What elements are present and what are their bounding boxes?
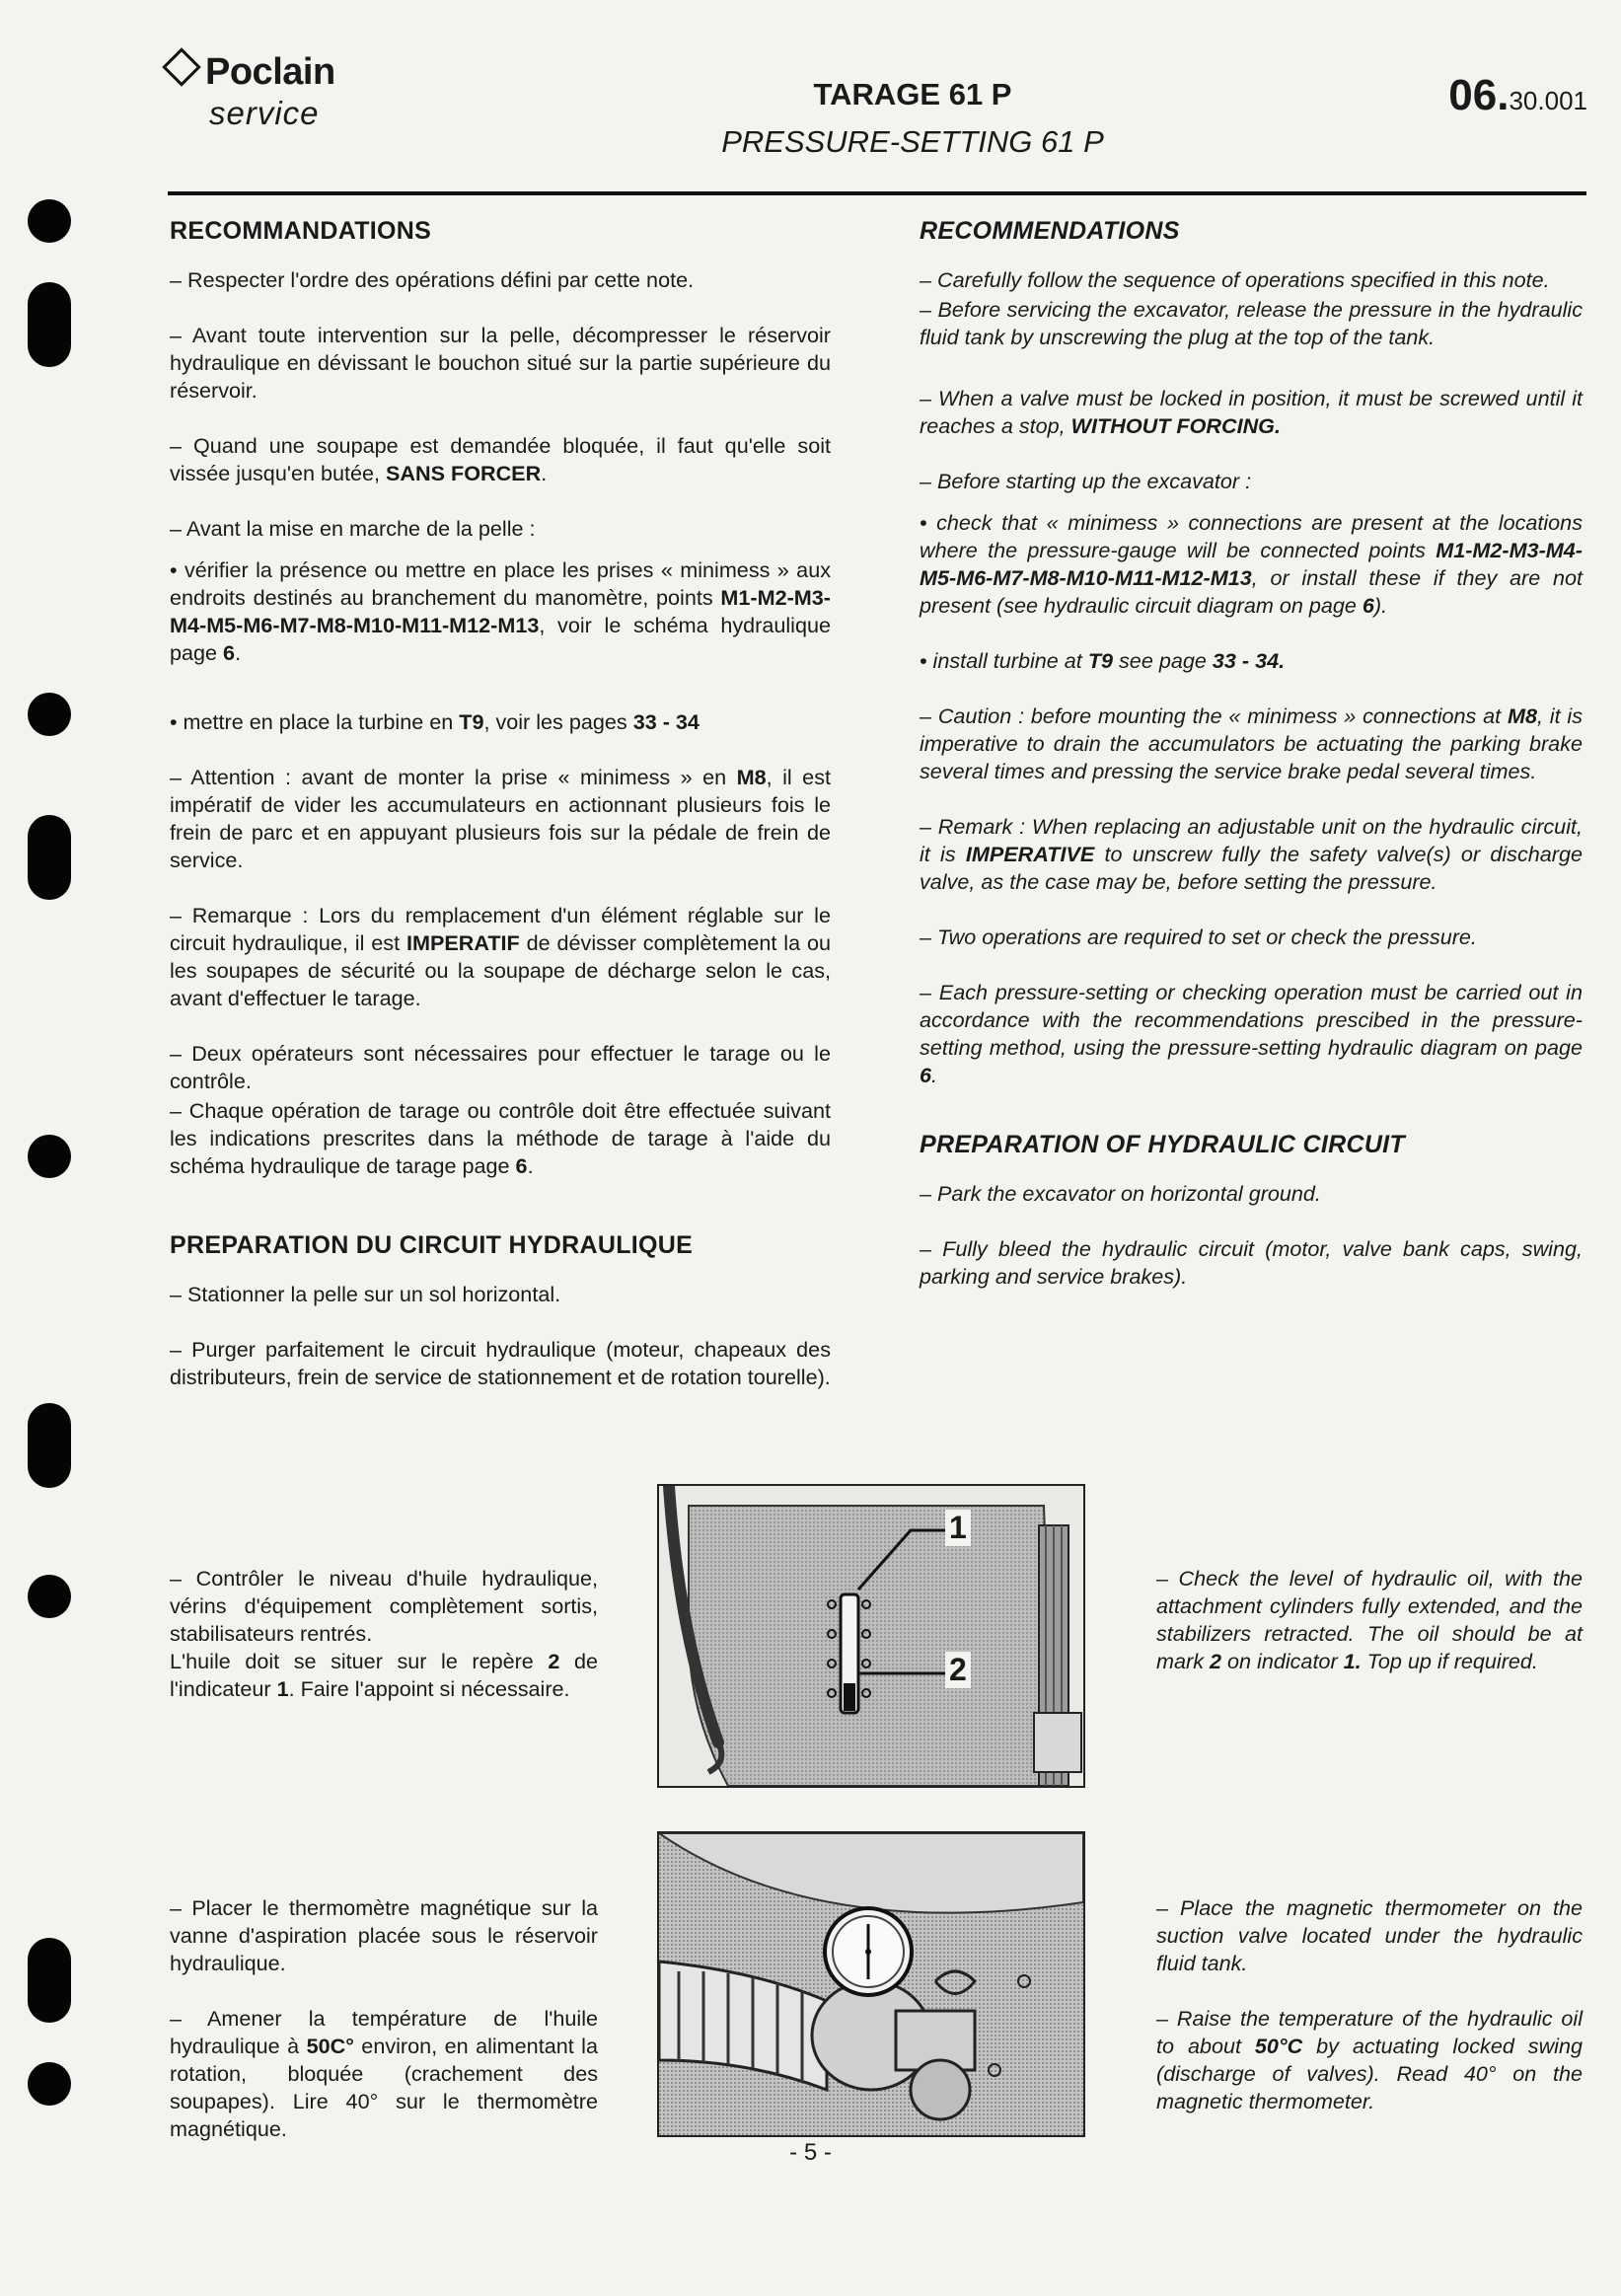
paragraph <box>920 979 1583 1089</box>
thermometer-figure <box>657 1831 1085 2137</box>
ref-main: 06. <box>1448 71 1510 119</box>
text: . <box>235 640 242 665</box>
emphasis: 1 <box>276 1676 289 1701</box>
text: • install turbine at <box>920 648 1088 673</box>
thermometer-text-en <box>1156 1894 1583 2143</box>
paragraph: – Deux opérateurs sont nécessaires pour effectuer le tarage ou le contrôle. <box>170 1041 831 1093</box>
emphasis: IMPERATIVE <box>965 842 1095 866</box>
text: – Raise the temperature of the hydraulic oil to about <box>1156 2006 1583 2058</box>
section-heading: PREPARATION OF HYDRAULIC CIRCUIT <box>920 1131 1405 1158</box>
binder-hole <box>28 199 71 243</box>
title-fr: TARAGE 61 P <box>813 77 1012 111</box>
text: , it is imperative to drain the accumulators be actuating the parking brake several times and pressing the service brake pedal several times. <box>920 704 1583 783</box>
text: . <box>541 461 548 485</box>
emphasis: M8 <box>736 765 767 789</box>
emphasis: 2 <box>548 1649 560 1673</box>
text: de l'indicateur <box>170 1649 598 1701</box>
text: , voir le schéma hydraulique page <box>170 613 831 665</box>
text: , il est impératif de vider les accumulateurs en actionnant plusieurs fois le frein de parc et en appuyant plusieurs fois sur la pédale de frein de service. <box>170 765 831 872</box>
section-heading: RECOMMANDATIONS <box>170 217 432 245</box>
text: ). <box>1373 593 1388 618</box>
binder-hole <box>28 282 71 367</box>
emphasis: 6 <box>515 1153 528 1178</box>
brand-sub: service <box>209 95 320 131</box>
binder-hole <box>28 1938 71 2023</box>
oil-level-figure <box>657 1484 1085 1788</box>
paragraph <box>920 509 1583 620</box>
text: de dévisser complètement la ou les soupapes de sécurité ou la soupape de décharge selon le cas, avant d'effectuer le tarage. <box>170 930 832 1010</box>
text: . Faire l'appoint si nécessaire. <box>288 1676 570 1701</box>
text: – Attention : avant de monter la prise « minimess » en <box>170 765 737 789</box>
text: by actuating locked swing (discharge of valves). Read 40° on the magnetic thermometer. <box>1156 2034 1583 2113</box>
paragraph: – Carefully follow the sequence of operations specified in this note. <box>920 267 1550 292</box>
emphasis: IMPERATIF <box>405 930 520 955</box>
text: . <box>931 1063 938 1087</box>
title-en: PRESSURE-SETTING 61 P <box>721 124 1104 159</box>
section-heading: RECOMMENDATIONS <box>920 217 1180 245</box>
emphasis: M1-M2-M3-M4-M5-M6-M7-M8-M10-M11-M12-M13 <box>920 538 1583 590</box>
text: – Check the level of hydraulic oil, with the attachment cylinders fully extended, and the stabilizers retracted. The oil should be at mark <box>1156 1566 1583 1673</box>
callout-1: 1 <box>945 1510 971 1546</box>
text: – Remark : When replacing an adjustable unit on the hydraulic circuit, it is <box>920 814 1583 866</box>
right-column <box>920 217 1583 1318</box>
paragraph: – Fully bleed the hydraulic circuit (motor, valve bank caps, swing, parking and service brakes). <box>920 1236 1583 1289</box>
section-heading: PREPARATION DU CIRCUIT HYDRAULIQUE <box>170 1231 694 1259</box>
emphasis: T9 <box>1087 648 1114 673</box>
oil-level-text-en <box>1156 1565 1583 1703</box>
emphasis: 33 - 34. <box>1212 648 1286 673</box>
emphasis: 6 <box>1362 593 1374 618</box>
binder-hole <box>28 1575 71 1618</box>
emphasis: 2 <box>1209 1649 1221 1673</box>
text: . <box>527 1153 534 1178</box>
oil-tank-illustration <box>659 1486 1083 1786</box>
paragraph: – Stationner la pelle sur un sol horizontal. <box>170 1282 561 1306</box>
paragraph <box>170 1097 831 1180</box>
paragraph <box>920 647 1583 675</box>
text: Top up if required. <box>1361 1649 1538 1673</box>
paragraph: – Before servicing the excavator, release the pressure in the hydraulic fluid tank by unscrewing the plug at the top of the tank. <box>920 297 1583 349</box>
binder-hole <box>28 2062 71 2106</box>
text: , or install these if they are not present (see hydraulic circuit diagram on page <box>920 565 1583 618</box>
text: – Amener la température de l'huile hydraulique à <box>170 2006 598 2058</box>
paragraph <box>170 432 831 487</box>
paragraph <box>170 708 831 736</box>
emphasis: T9 <box>459 709 484 734</box>
brand-logo <box>168 51 335 94</box>
oil-level-text-fr <box>170 1565 598 1731</box>
binder-hole <box>28 693 71 736</box>
emphasis: 50°C <box>1254 2034 1303 2058</box>
paragraph <box>170 1648 598 1703</box>
diamond-icon <box>162 47 201 87</box>
paragraph: – Park the excavator on horizontal ground. <box>920 1181 1321 1206</box>
left-column <box>170 217 831 1419</box>
binder-hole <box>28 1135 71 1178</box>
paragraph <box>170 902 831 1012</box>
callout-2: 2 <box>945 1652 971 1688</box>
header-rule <box>168 191 1586 195</box>
emphasis: 1. <box>1343 1649 1362 1673</box>
text: – Caution : before mounting the « minimess » connections at <box>920 704 1508 728</box>
paragraph: – Avant toute intervention sur la pelle, décompresser le réservoir hydraulique en dévissant le bouchon situé sur la partie supérieure du réservoir. <box>170 323 831 403</box>
paragraph: – Place the magnetic thermometer on the suction valve located under the hydraulic fluid tank. <box>1156 1895 1583 1975</box>
paragraph: – Contrôler le niveau d'huile hydraulique, vérins d'équipement complètement sortis, stabilisateurs rentrés. <box>170 1566 598 1646</box>
emphasis: 6 <box>920 1063 932 1087</box>
text: see page <box>1113 648 1213 673</box>
paragraph <box>1156 2005 1583 2115</box>
thermometer-text-fr <box>170 1894 598 2171</box>
text: – Quand une soupape est demandée bloquée, il faut qu'elle soit vissée jusqu'en butée, <box>170 433 831 485</box>
emphasis: M8 <box>1507 704 1537 728</box>
text: • vérifier la présence ou mettre en place les prises « minimess » aux endroits destinés au branchement du manomètre, points <box>170 557 831 610</box>
emphasis: 33 - 34 <box>632 709 700 734</box>
emphasis: SANS FORCER <box>386 461 542 485</box>
emphasis: 50C° <box>306 2034 354 2058</box>
page-number: - 5 - <box>789 2139 832 2166</box>
text: – Chaque opération de tarage ou contrôle doit être effectuée suivant les indications prescrites dans la méthode de tarage à l'aide du schéma hydraulique de tarage page <box>170 1098 831 1178</box>
paragraph <box>170 764 831 874</box>
paragraph <box>170 556 831 667</box>
paragraph: – Avant la mise en marche de la pelle : <box>170 516 536 541</box>
doc-reference <box>1448 71 1587 120</box>
paragraph <box>920 703 1583 785</box>
paragraph: – Respecter l'ordre des opérations défini par cette note. <box>170 267 695 292</box>
brand-name: Poclain <box>205 51 335 93</box>
ref-sub: 30.001 <box>1509 86 1587 115</box>
emphasis: 6 <box>223 640 236 665</box>
text: • check that « minimess » connections are present at the locations where the pressure-gauge will be connected points <box>920 510 1583 562</box>
paragraph <box>170 2005 598 2143</box>
paragraph: – Before starting up the excavator : <box>920 469 1252 493</box>
paragraph: – Placer le thermomètre magnétique sur la vanne d'aspiration placée sous le réservoir hydraulique. <box>170 1895 598 1975</box>
text: to unscrew fully the safety valve(s) or discharge valve, as the case may be, before setting the pressure. <box>920 842 1583 894</box>
paragraph <box>920 813 1583 896</box>
binder-hole <box>28 1403 71 1488</box>
thermometer-illustration <box>659 1833 1083 2135</box>
text: , voir les pages <box>483 709 633 734</box>
paragraph: – Purger parfaitement le circuit hydraulique (moteur, chapeaux des distributeurs, frein de service de stationnement et de rotation tourelle). <box>170 1337 831 1389</box>
emphasis: M1-M2-M3-M4-M5-M6-M7-M8-M10-M11-M12-M13 <box>170 585 831 637</box>
text: – When a valve must be locked in position, it must be screwed until it reaches a stop, <box>920 386 1583 438</box>
text: – Each pressure-setting or checking operation must be carried out in accordance with the recommendations prescibed in the pressure-setting method, using the pressure-setting hydraulic diagram on page <box>920 980 1583 1060</box>
paragraph <box>920 385 1583 440</box>
emphasis: WITHOUT FORCING. <box>1070 413 1281 438</box>
text: • mettre en place la turbine en <box>170 709 460 734</box>
paragraph: – Two operations are required to set or check the pressure. <box>920 925 1477 949</box>
text: environ, en alimentant la rotation, bloquée (crachement des soupapes). Lire 40° sur le thermomètre magnétique. <box>170 2034 598 2141</box>
text: L'huile doit se situer sur le repère <box>170 1649 549 1673</box>
binder-hole <box>28 815 71 900</box>
text: – Remarque : Lors du remplacement d'un élément réglable sur le circuit hydraulique, il est <box>170 903 831 955</box>
text: on indicator <box>1221 1649 1344 1673</box>
paragraph <box>1156 1565 1583 1675</box>
